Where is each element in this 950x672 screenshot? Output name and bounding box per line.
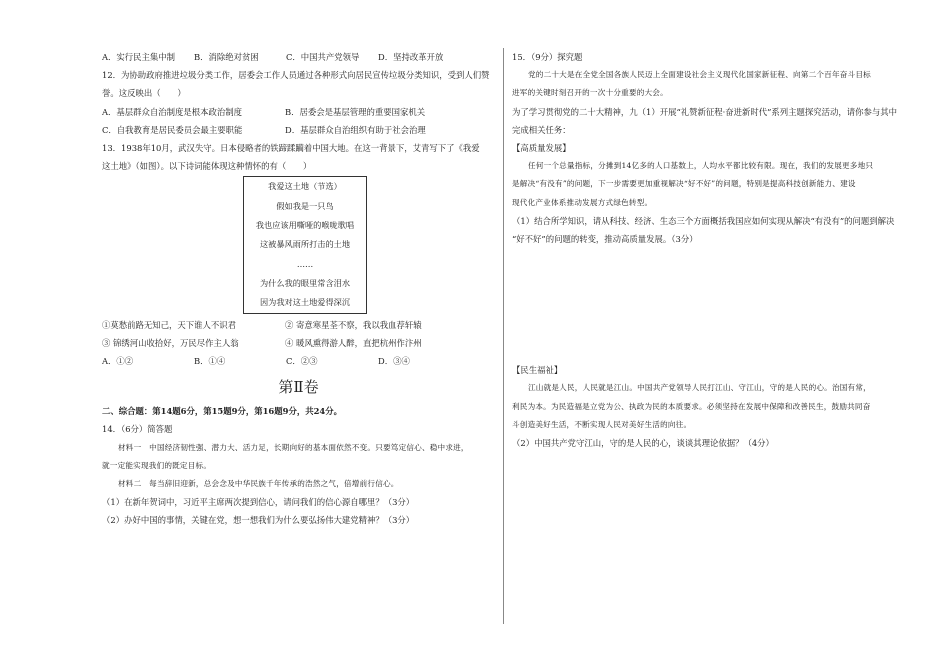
column-divider <box>503 48 504 624</box>
q14-question-1: （1）在新年贺词中，习近平主席两次提到信心，请问我们的信心源自哪里？（3分） <box>102 497 415 508</box>
q11-options <box>102 48 495 66</box>
q13-option-c: C．②③ <box>286 355 318 366</box>
q11-option-d: D．坚持改革开放 <box>378 52 444 62</box>
q12-options-row2 <box>102 121 495 139</box>
q11-option-b: B．消除绝对贫困 <box>194 52 259 62</box>
q11-option-a: A．实行民主集中制 <box>102 52 176 62</box>
q12-option-d: D．基层群众自治组织有助于社会治理 <box>285 124 426 135</box>
q15-heading: 15．（9分）探究题 <box>512 52 583 62</box>
q14-material1-line1: 材料一 中国经济韧性强、潜力大、活力足，长期向好的基本面依然不变。只要笃定信心、稳中求进， <box>118 442 469 452</box>
q14-question-2: （2）办好中国的事情，关键在党，想一想我们为什么要弘扬伟大建党精神？（3分） <box>102 515 415 526</box>
q13-option-b: B．①④ <box>194 355 226 366</box>
q13-option-d: D．③④ <box>378 355 410 366</box>
q13-choices-row1 <box>102 316 495 334</box>
q11-option-c: C．中国共产党领导 <box>286 52 360 62</box>
topic1-text-line3: 现代化产业体系推动发展方式绿色转型。 <box>512 197 653 207</box>
poem-line: 因为我对这土地爱得深沉 <box>259 297 351 308</box>
q12-options-row1 <box>102 103 495 121</box>
q15-question-1-line1: （1）结合所学知识，请从科技、经济、生态三个方面概括我国应如何实现从解决“有没有”的问题到解决 <box>512 215 895 226</box>
q15-question-2: （2）中国共产党守江山，守的是人民的心，谈谈其理论依据？（4分） <box>512 438 774 449</box>
q15-question-1-line2: “好不好”的问题的转变，推动高质量发展。（3分） <box>512 234 698 245</box>
q13-choice-3: ③ 锦绣河山收拾好，万民尽作主人翁 <box>102 337 239 348</box>
poem-box <box>243 176 367 313</box>
left-column <box>102 48 495 530</box>
topic1-text-line2: 是解决“有没有”的问题，下一步需要更加重视解决“好不好”的问题，特别是提高科技创新能力、建设 <box>512 179 856 189</box>
poem-line: 为什么我的眼里常含泪水 <box>259 277 351 288</box>
poem-line: 我也应该用嘶哑的喉咙歌唱 <box>255 220 355 231</box>
q13-choice-1: ①莫愁前路无知己，天下谁人不识君 <box>102 319 236 330</box>
q12-option-a: A．基层群众自治制度是根本政治制度 <box>102 106 243 117</box>
q15-lead-line1: 为了学习贯彻党的二十大精神，九（1）开展“礼赞新征程·奋进新时代”系列主题探究活动，请你参与其中 <box>512 106 898 117</box>
q13-stem-line2: 这土地》（如图）。以下诗词能体现这种情怀的有（ ） <box>102 161 312 172</box>
q14-heading: 14．（6分）简答题 <box>102 424 173 435</box>
section-title: 第Ⅱ卷 <box>278 378 319 397</box>
section-intro: 二、综合题：第14题6分，第15题9分，第16题9分，共24分。 <box>102 406 342 417</box>
topic2-text-line1: 江山就是人民，人民就是江山。中国共产党领导人民打江山、守江山，守的是人民的心。治国有常， <box>528 383 871 393</box>
answer-space <box>512 248 905 327</box>
q12-stem-line1: 12．为协助政府推进垃圾分类工作，居委会工作人员通过各种形式向居民宣传垃圾分类知识，受到人们赞 <box>102 70 490 81</box>
q12-option-c: C．自我教育是居民委员会最主要职能 <box>102 124 243 135</box>
topic-high-quality-title: 【高质量发展】 <box>512 143 571 154</box>
q13-choice-2: ② 寄意寒星荃不察，我以我血荐轩辕 <box>285 319 422 330</box>
topic2-text-line3: 斗创造美好生活，不断实现人民对美好生活的向往。 <box>512 419 692 429</box>
q14-material2: 材料二 每当辞旧迎新，总会念及中华民族千年传承的浩然之气，倍增前行信心。 <box>118 478 399 488</box>
q14-material1-line2: 就一定能实现我们的既定目标。 <box>102 460 212 470</box>
q13-option-a: A．①② <box>102 355 134 366</box>
poem-line: 假如我是一只鸟 <box>276 200 334 211</box>
q13-choices-row2 <box>102 334 495 352</box>
q13-choice-4: ④ 暖风熏得游人醉，直把杭州作汴州 <box>285 337 422 348</box>
right-column <box>512 48 905 452</box>
poem-ellipsis: …… <box>296 258 314 269</box>
topic1-text-line1: 任何一个总量指标，分摊到14亿多的人口基数上，人均水平都比较有限。现在，我们的发展更多地只 <box>528 161 874 171</box>
poem-title: 我爱这土地（节选） <box>268 181 342 192</box>
q15-intro-line2: 进军的关键时刻召开的一次十分重要的大会。 <box>512 88 668 98</box>
q15-lead-line2: 完成相关任务： <box>512 124 571 135</box>
q12-option-b: B．居委会是基层管理的重要国家机关 <box>285 106 426 117</box>
topic2-text-line2: 利民为本。为民造福是立党为公、执政为民的本质要求。必须坚持在发展中保障和改善民生，鼓励共同奋 <box>512 401 871 411</box>
answer-space <box>512 327 905 361</box>
q13-stem-line1: 13．1938年10月，武汉失守。日本侵略者的铁蹄蹂躏着中国大地。在这一背景下，艾青写下了《我爱 <box>102 143 480 154</box>
q15-intro-line1: 党的二十大是在全党全国各族人民迈上全面建设社会主义现代化国家新征程、向第二个百年奋斗目标 <box>528 70 871 80</box>
poem-line: 这被暴风雨所打击的土地 <box>259 239 351 250</box>
topic-livelihood-title: 【民生福祉】 <box>512 365 563 376</box>
q13-options <box>102 352 495 370</box>
q12-stem-line2: 誉。这反映出（ ） <box>102 88 186 99</box>
